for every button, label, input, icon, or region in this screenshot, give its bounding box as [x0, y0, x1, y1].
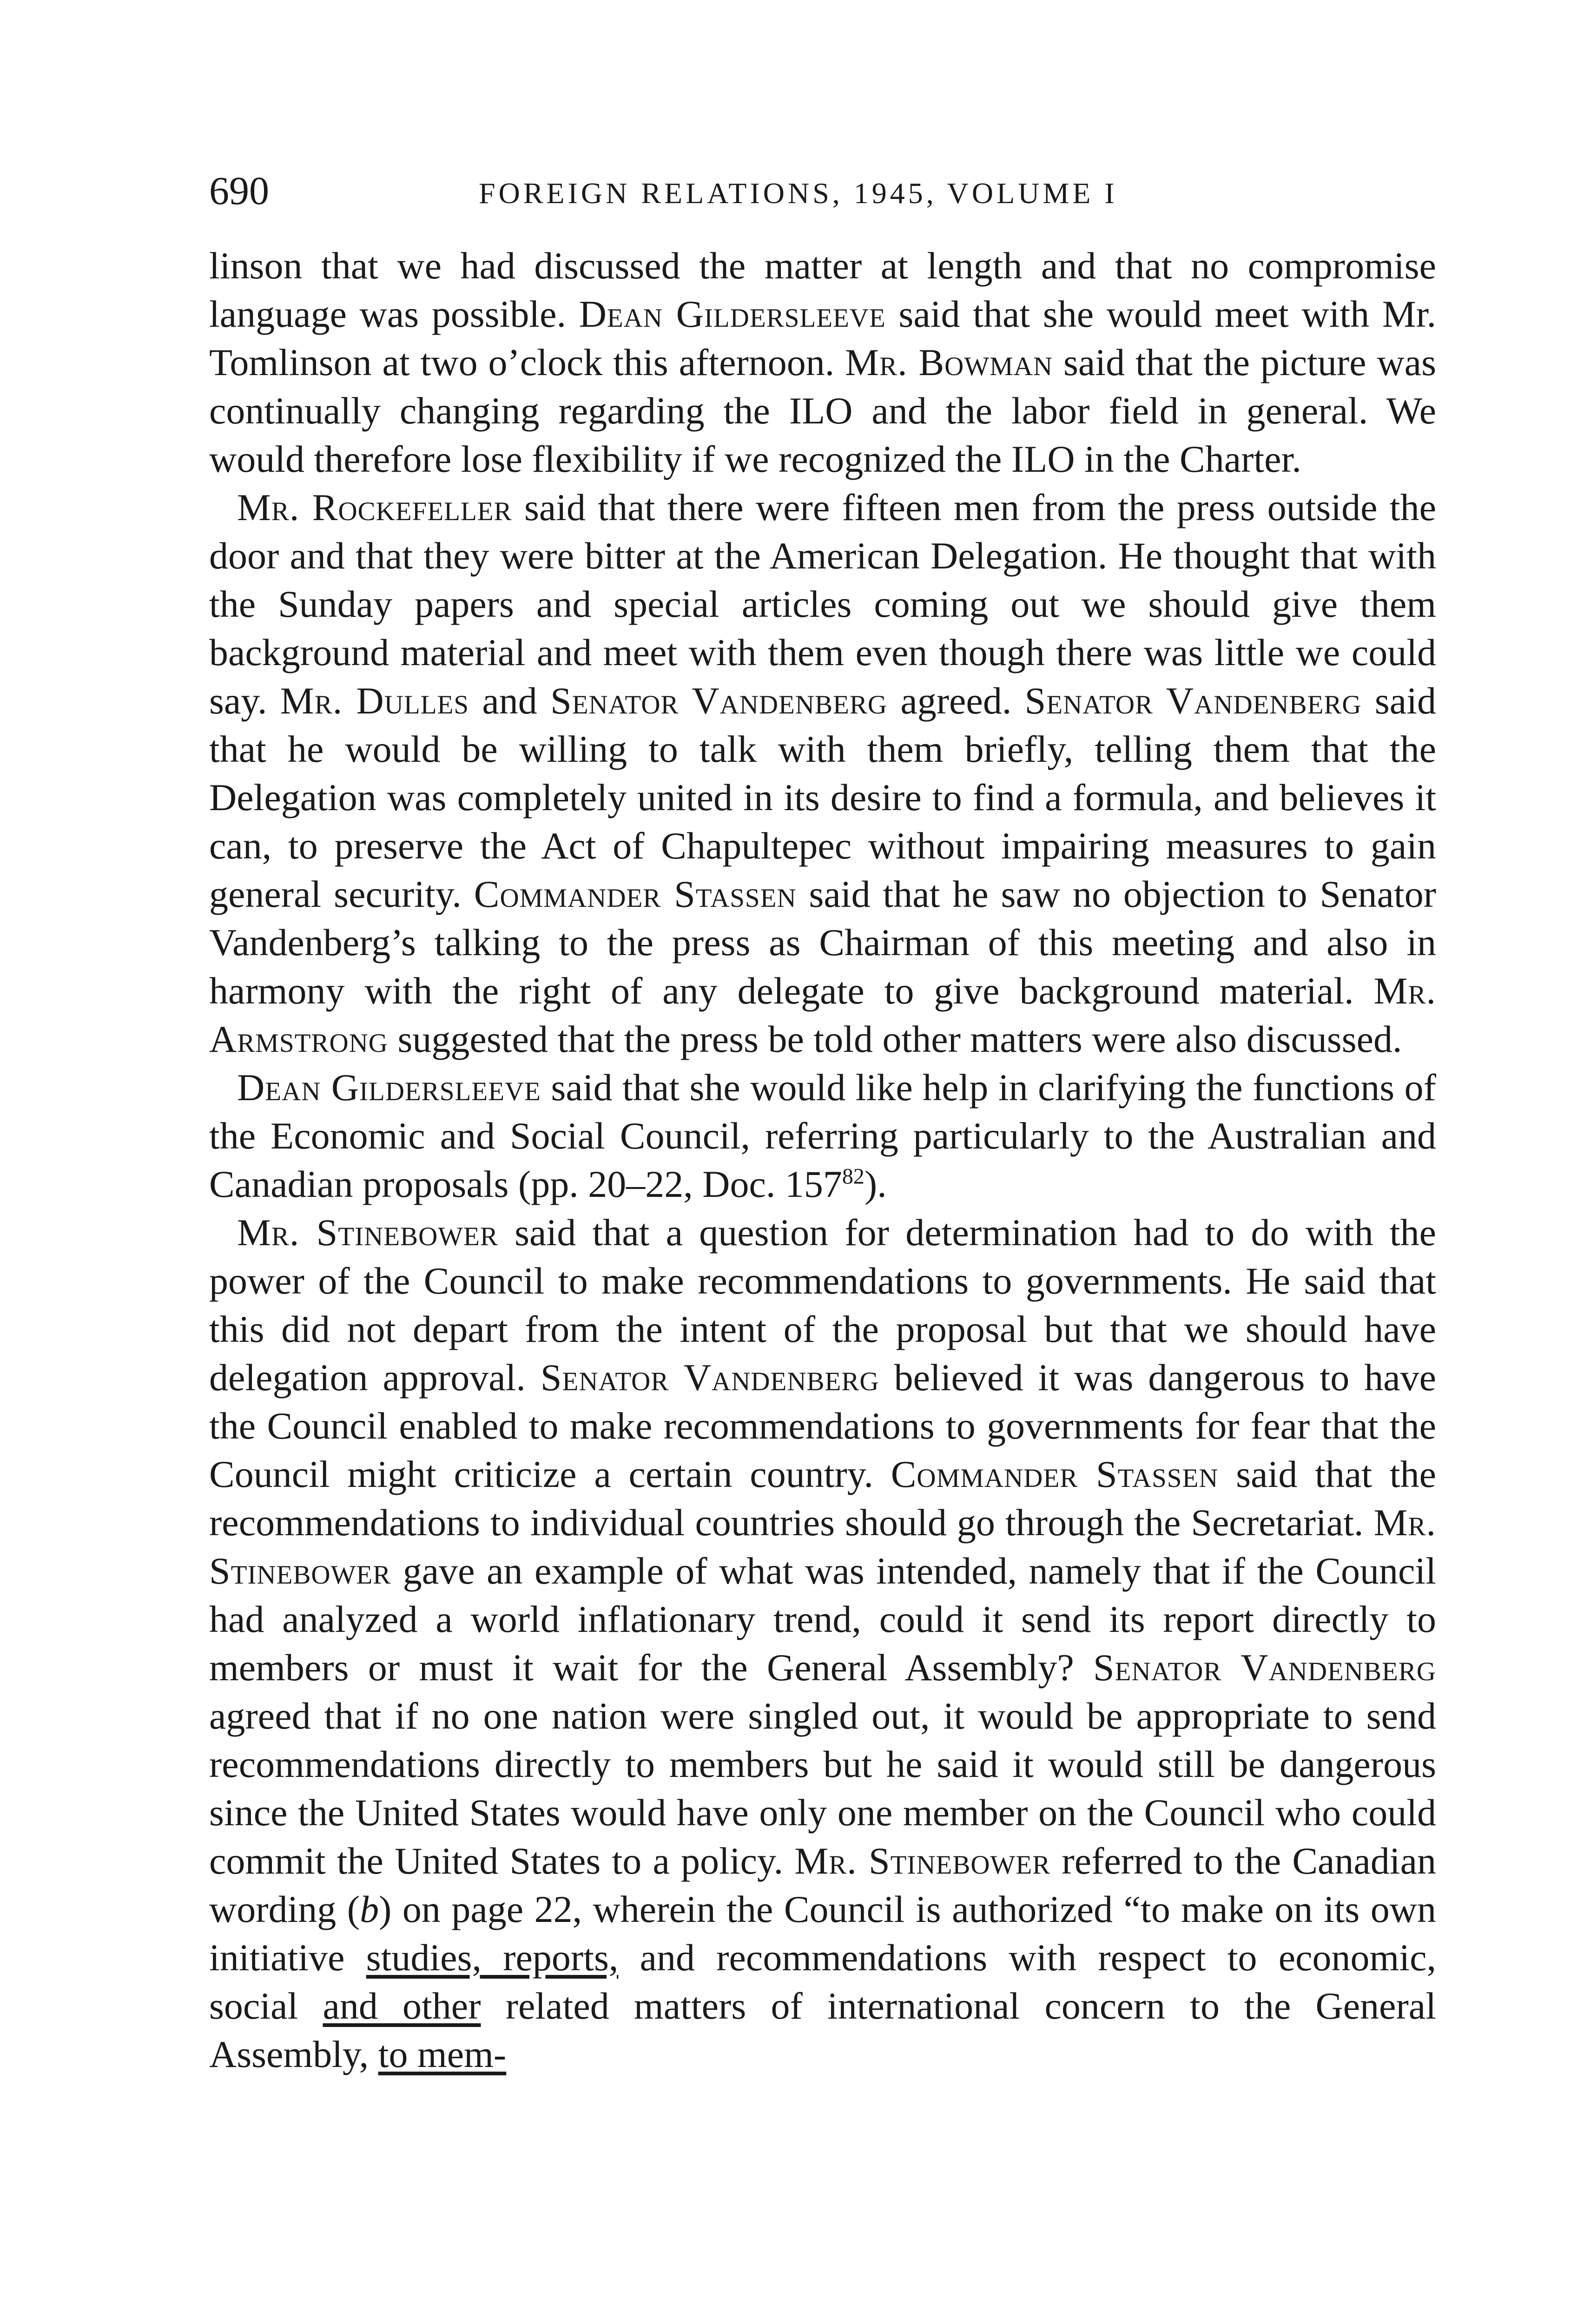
- underlined-text: to mem-: [378, 2033, 507, 2075]
- paragraph-4: Mr. Stinebower said that a question for determination had to do with the power of the Council to make recommendations to governments. He said that this did not depart from the intent of the proposal but that we should have delegation approval. Senator Vandenberg believed it was dangerous to have the Council enabled to make recommendations to governments for fear that the Council might criticize a certain country. Commander Stassen said that the recommendations to individual countries should go through the Secretariat. Mr. Stinebower gave an example of what was intended, namely that if the Council had analyzed a world inflationary trend, could it send its report directly to members or must it wait for the General Assembly? Senator Vandenberg agreed that if no one nation were singled out, it would be appropriate to send recommendations directly to members but he said it would still be dangerous since the United States would have only one member on the Council who could commit the United States to a policy. Mr. Stinebower referred to the Canadian wording (b) on page 22, wherein the Council is authorized “to make on its own initiative studies, reports, and recommendations with respect to economic, social and other related matters of international concern to the General Assembly, to mem-: [209, 1211, 1437, 2075]
- speaker-name: Mr. Armstrong: [209, 970, 1436, 1060]
- speaker-name: Commander Stassen: [891, 1453, 1219, 1495]
- speaker-name: Dean Gildersleeve: [579, 293, 886, 335]
- page-number: 690: [209, 168, 269, 213]
- speaker-name: Mr. Bowman: [845, 341, 1053, 383]
- speaker-name: Senator Vandenberg: [1024, 680, 1362, 722]
- speaker-name: Mr. Stinebower: [237, 1211, 498, 1254]
- running-head-title: FOREIGN RELATIONS, 1945, VOLUME I: [479, 177, 1118, 210]
- paragraph-2: Mr. Rockefeller said that there were fifteen men from the press outside the door and that they were bitter at the American Delegation. He thought that with the Sunday papers and special articles coming out we should give them background material and meet with them even though there was little we could say. Mr. Dulles and Senator Vandenberg agreed. Senator Vandenberg said that he would be willing to talk with them briefly, telling them that the Delegation was completely united in its desire to find a formula, and believes it can, to preserve the Act of Chapultepec without impairing measures to gain general security. Commander Stassen said that he saw no objection to Senator Vandenberg’s talking to the press as Chairman of this meeting and also in harmony with the right of any delegate to give background material. Mr. Armstrong suggested that the press be told other matters were also discussed.: [209, 486, 1437, 1060]
- body-text: [209, 242, 1436, 2079]
- underlined-text: and other: [323, 1985, 481, 2027]
- italic-letter: b: [360, 1888, 379, 1930]
- speaker-name: Senator Vandenberg: [1093, 1646, 1436, 1689]
- speaker-name: Dean Gildersleeve: [237, 1066, 541, 1109]
- speaker-name: Commander Stassen: [474, 873, 797, 915]
- speaker-name: Senator Vandenberg: [550, 680, 888, 722]
- paragraph-3: Dean Gildersleeve said that she would like help in clarifying the functions of the Economic and Social Council, referring particularly to the Australian and Canadian proposals (pp. 20–22, Doc. 157$^{82}$).: [209, 1066, 1436, 1205]
- footnote-reference: 82: [842, 1164, 864, 1189]
- speaker-name: Senator Vandenberg: [540, 1356, 879, 1399]
- running-header: [209, 167, 1436, 214]
- underlined-text: studies, reports,: [366, 1936, 619, 1979]
- speaker-name: Mr. Stinebower: [209, 1501, 1436, 1592]
- speaker-name: Mr. Rockefeller: [237, 486, 512, 528]
- speaker-name: Mr. Stinebower: [794, 1840, 1051, 1882]
- speaker-name: Mr. Dulles: [280, 680, 469, 722]
- paragraph-1: linson that we had discussed the matter at length and that no compromise language was possible. Dean Gildersleeve said that she would meet with Mr. Tomlinson at two o’clock this afternoon. Mr. Bowman said that the picture was continually changing regarding the ILO and the labor field in general. We would therefore lose flexibility if we recognized the ILO in the Charter.: [209, 244, 1437, 480]
